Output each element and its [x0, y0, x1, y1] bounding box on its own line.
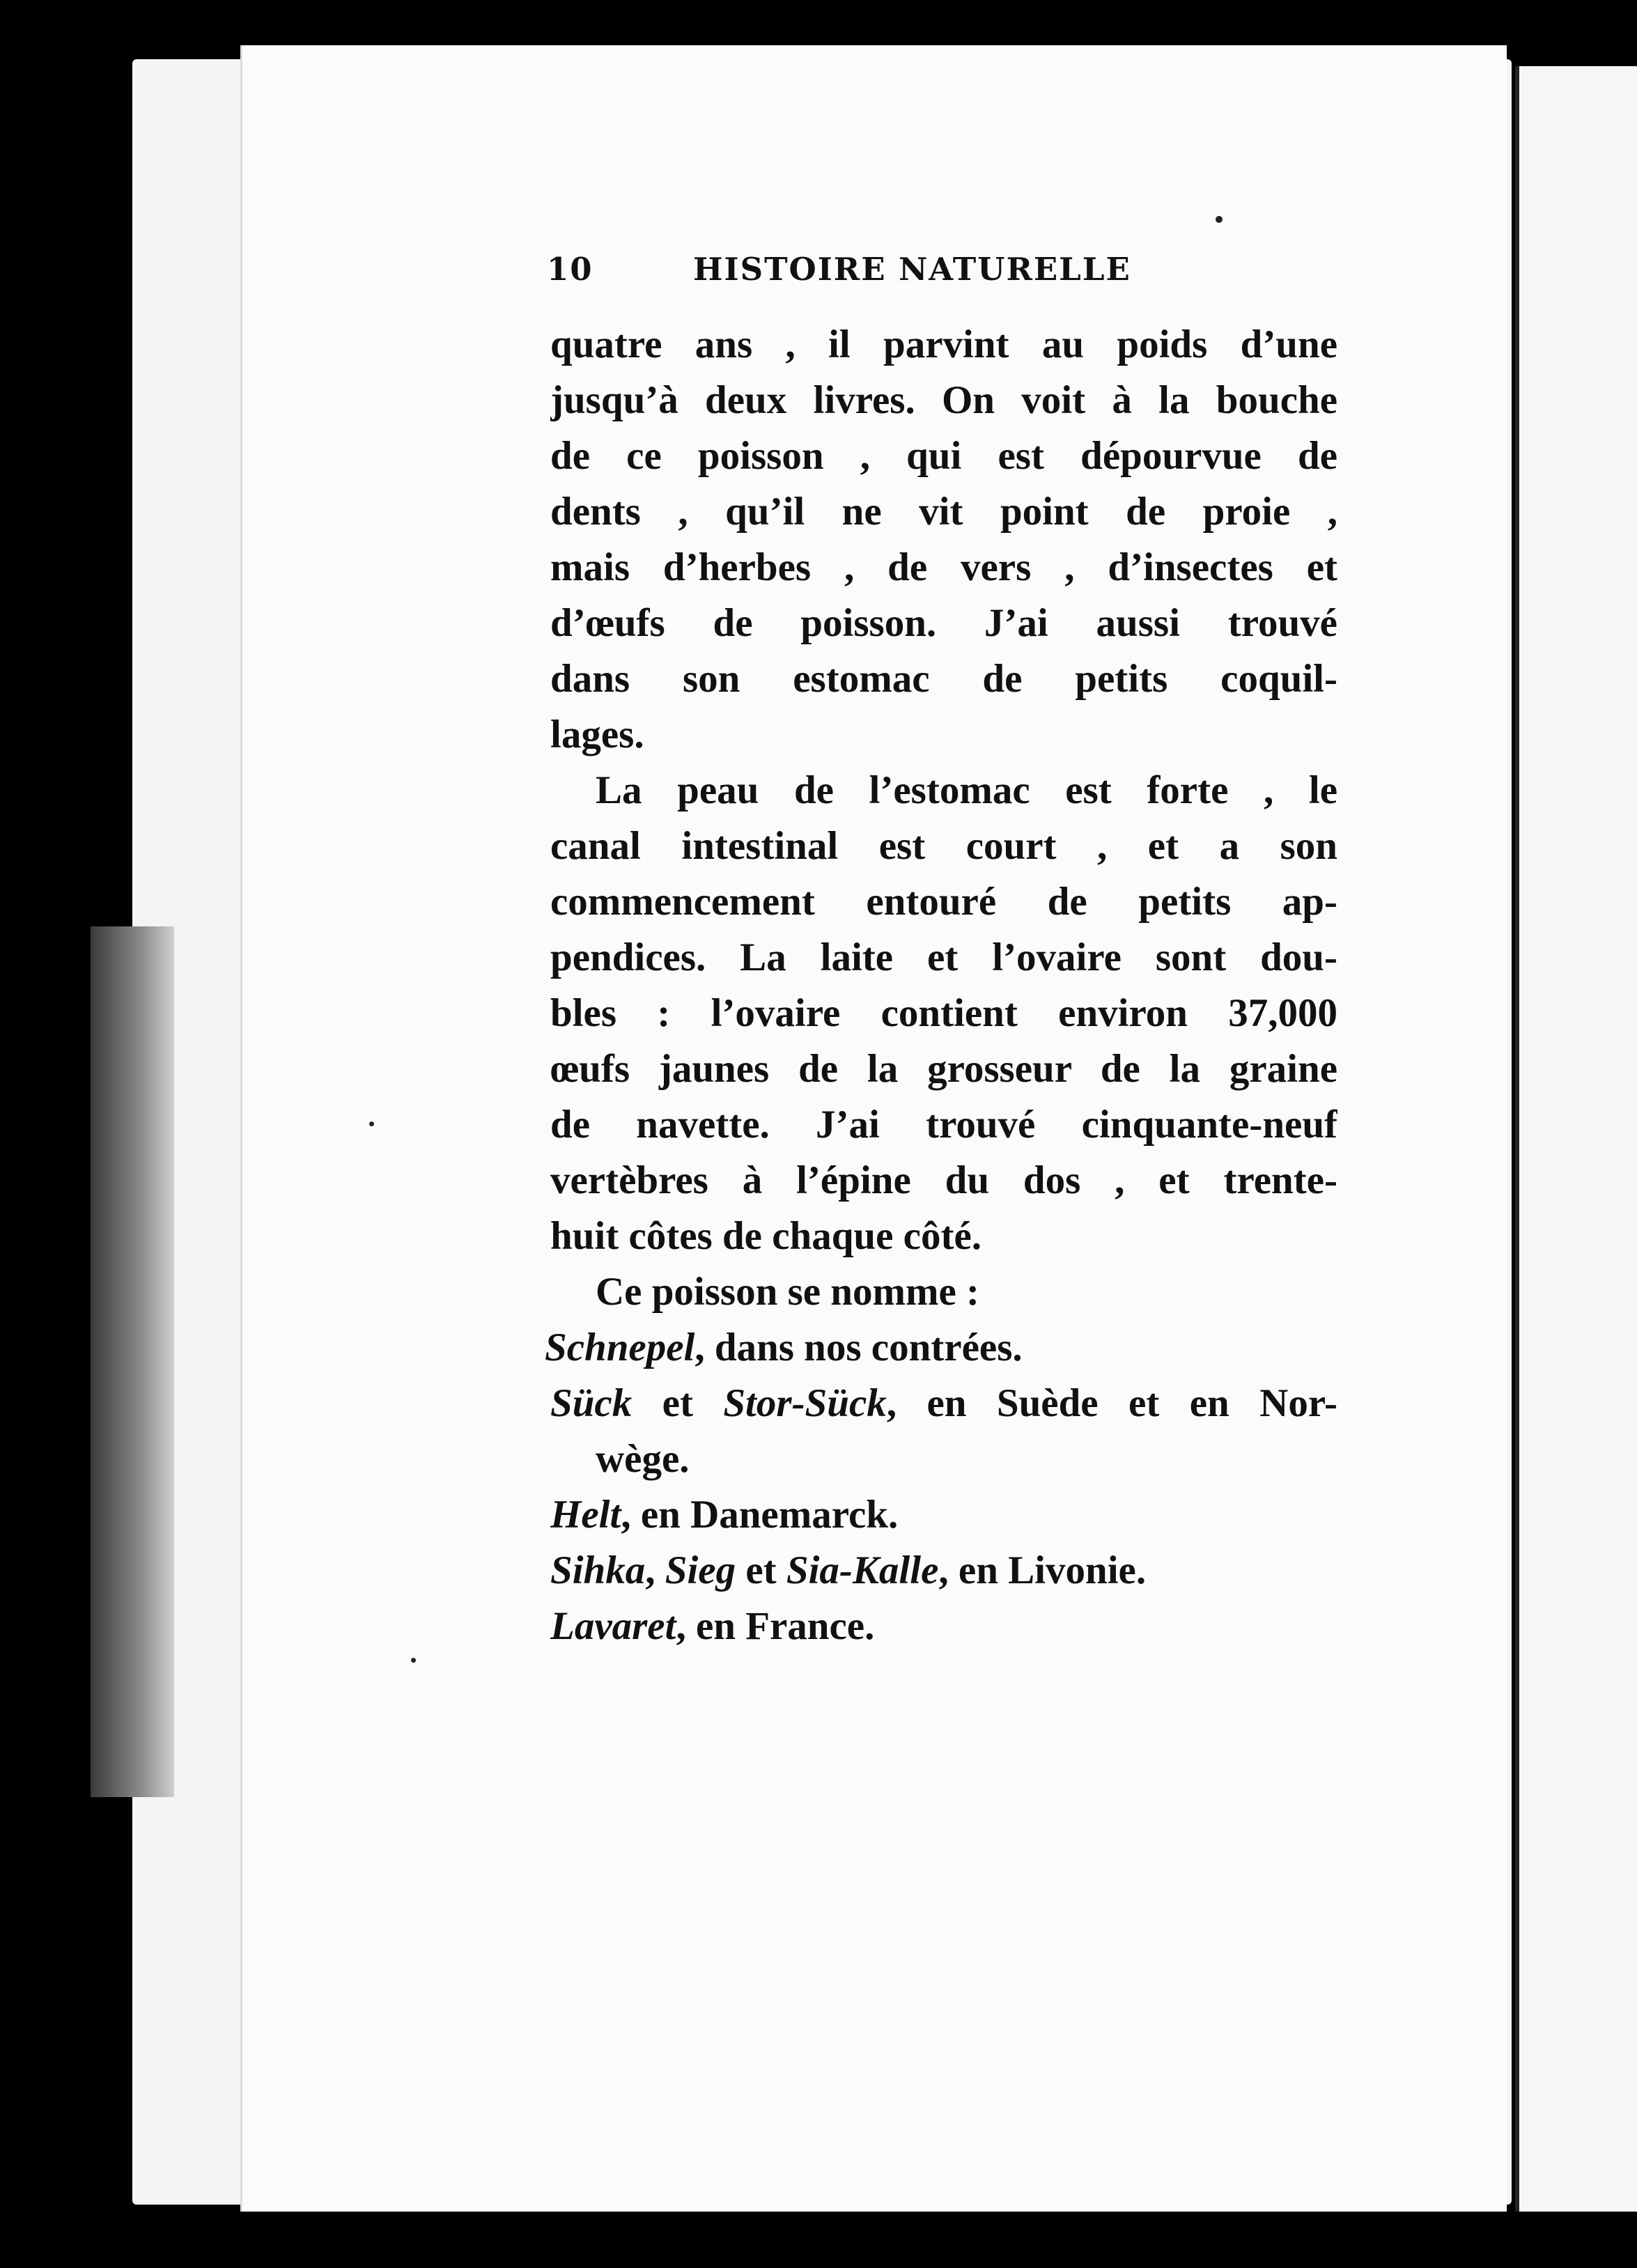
ink-speck: [1216, 216, 1223, 223]
fish-name: Stor-Sück: [723, 1381, 887, 1425]
entry-text: , en Suède et en Nor-: [886, 1381, 1337, 1425]
text-line: mais d’herbes , de vers , d’insectes et: [550, 545, 1337, 589]
text-line: commencement entouré de petits ap-: [550, 880, 1337, 924]
text-line: dans son estomac de petits coquil-: [550, 657, 1337, 701]
text-line: vertèbres à l’épine du dos , et trente-: [550, 1158, 1337, 1202]
entry-text: , en Danemarck.: [621, 1493, 899, 1537]
text-line: quatre ans , il parvint au poids d’une: [550, 323, 1337, 366]
entry-text: et: [736, 1548, 786, 1592]
running-head: [547, 251, 1285, 293]
fish-name: Sia-Kalle: [786, 1548, 939, 1592]
fish-name: Lavaret: [550, 1604, 676, 1648]
text-line: huit côtes de chaque côté.: [550, 1214, 982, 1258]
text-line: pendices. La laite et l’ovaire sont dou-: [550, 935, 1337, 979]
name-entry: [550, 1487, 1337, 1543]
page-number: 10: [547, 251, 593, 288]
text-line: de navette. J’ai trouvé cinquante-neuf: [550, 1103, 1337, 1147]
entry-text: et: [632, 1381, 724, 1425]
fish-name: Helt: [550, 1493, 621, 1537]
fish-name: Sieg: [665, 1548, 736, 1592]
text-line: d’œufs de poisson. J’ai aussi trouvé: [550, 601, 1337, 645]
text-line: canal intestinal est court , et a son: [550, 824, 1337, 868]
spine-shadow: [91, 926, 174, 1797]
fish-name: Sihka: [550, 1548, 646, 1592]
ink-speck: [369, 1121, 374, 1126]
name-entry: [550, 1543, 1337, 1599]
text-line: de ce poisson , qui est dépourvue de: [550, 434, 1337, 478]
text-line: lages.: [550, 713, 644, 756]
entry-text: , en Livonie.: [938, 1548, 1147, 1592]
entry-text: , dans nos contrées.: [695, 1326, 1023, 1369]
text-line: bles : l’ovaire contient environ 37,000: [550, 991, 1337, 1035]
text-line: œufs jaunes de la grosseur de la graine: [550, 1047, 1337, 1091]
text-line: La peau de l’estomac est forte , le: [596, 768, 1337, 812]
name-entry: [550, 1599, 1337, 1654]
name-entry: [550, 1376, 1337, 1431]
text-line: jusqu’à deux livres. On voit à la bouche: [550, 378, 1337, 422]
fish-name: Schnepel: [545, 1326, 695, 1369]
text-line: dents , qu’il ne vit point de proie ,: [550, 490, 1337, 534]
running-title: HISTOIRE NATURELLE: [693, 251, 1131, 288]
ink-speck: [411, 1658, 416, 1663]
text-line: Ce poisson se nomme :: [596, 1270, 979, 1314]
name-entry-continuation: [550, 1431, 1337, 1487]
entry-text: , en France.: [676, 1604, 875, 1648]
entry-text: wège.: [596, 1437, 690, 1481]
body-text: [545, 317, 1337, 1654]
fish-name: Sück: [550, 1381, 633, 1425]
entry-text: ,: [645, 1548, 665, 1592]
facing-page-edge: [1515, 66, 1637, 2212]
name-entry: [545, 1320, 1337, 1376]
